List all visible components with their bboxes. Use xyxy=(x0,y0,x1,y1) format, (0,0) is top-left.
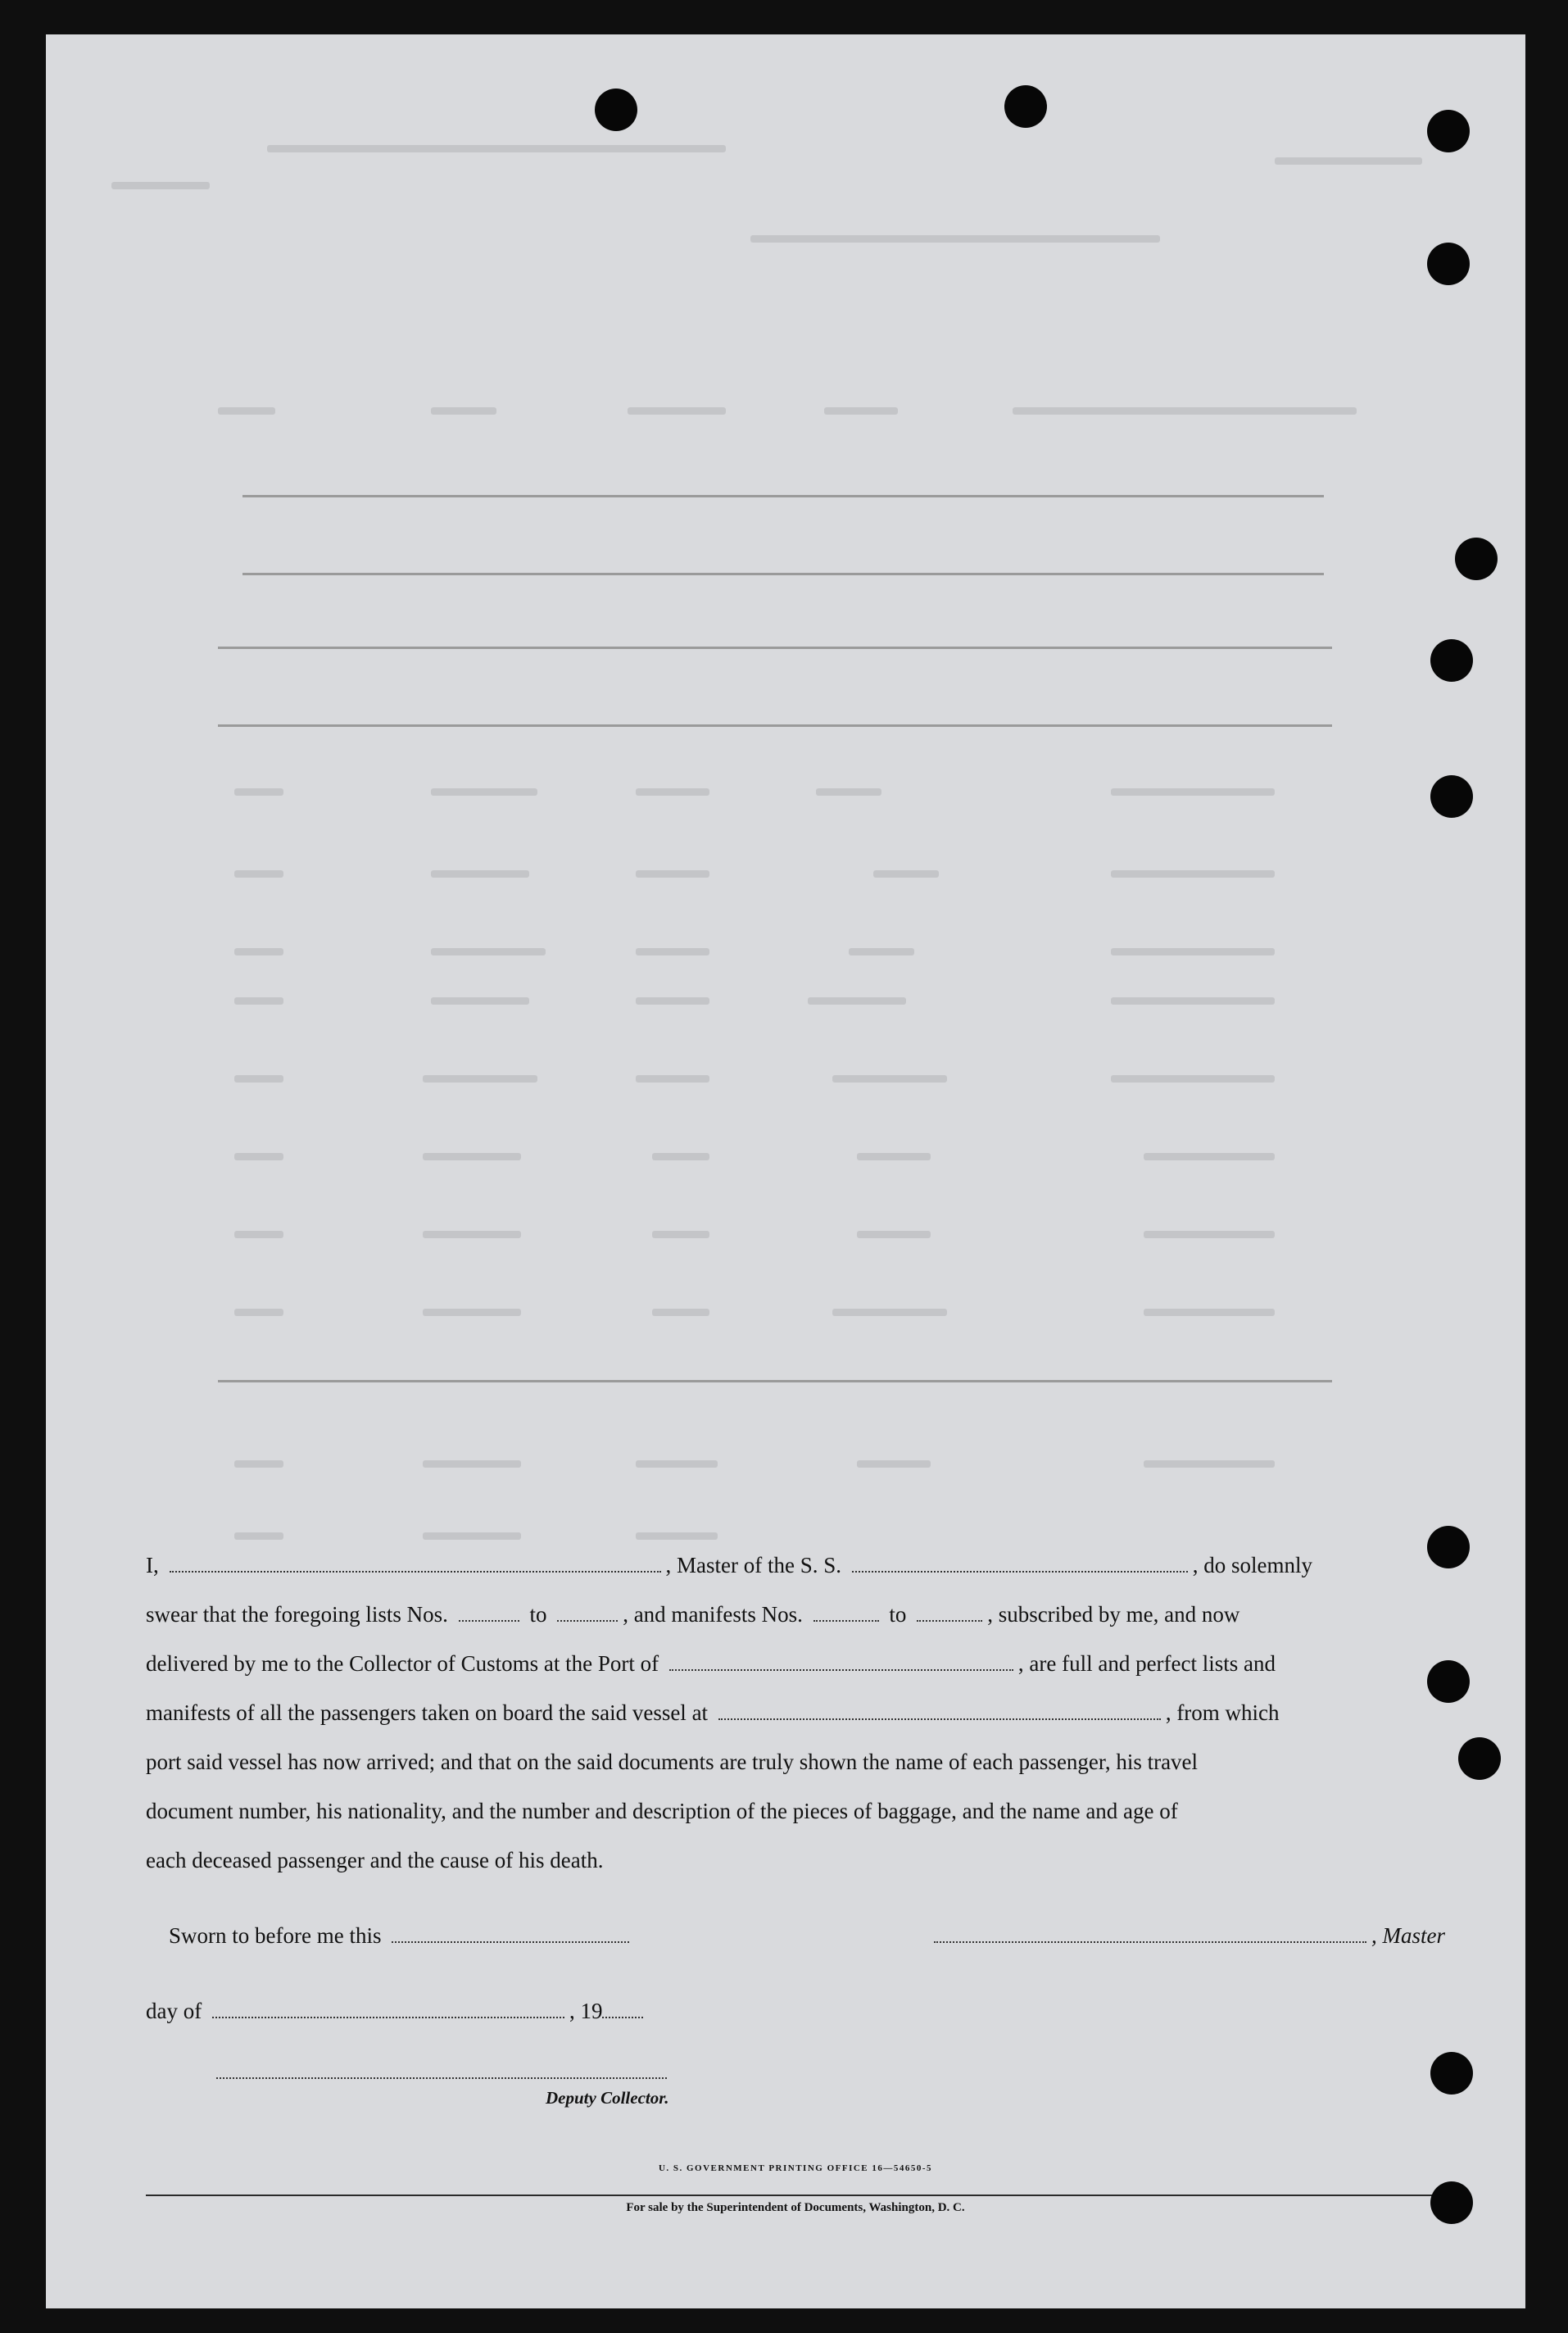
oath-to-2: to xyxy=(889,1602,907,1627)
lists-to-field[interactable] xyxy=(557,1602,618,1622)
oath-from-which: , from which xyxy=(1165,1700,1280,1725)
year-label: , 19 xyxy=(569,1999,603,2023)
deputy-label-line xyxy=(146,2083,1445,2113)
vessel-name-field[interactable] xyxy=(852,1553,1188,1573)
oath-master-of: , Master of the S. S. xyxy=(665,1553,841,1577)
manifests-to-field[interactable] xyxy=(917,1602,982,1622)
binder-hole xyxy=(1427,1526,1470,1568)
binder-hole xyxy=(1430,775,1473,818)
oath-text-6: document number, his nationality, and the number and description of the pieces of baggage, and the name and age of xyxy=(146,1799,1178,1823)
deputy-line xyxy=(146,2057,1445,2086)
oath-lists-nos: swear that the foregoing lists Nos. xyxy=(146,1602,448,1627)
strike-line xyxy=(242,495,1324,497)
oath-i: I, xyxy=(146,1553,159,1577)
binder-hole xyxy=(595,89,637,131)
gpo-text: U. S. GOVERNMENT PRINTING OFFICE 16—54650-5 xyxy=(658,2163,933,2173)
footer-rule xyxy=(146,2195,1445,2196)
port-field[interactable] xyxy=(669,1651,1013,1671)
manifests-from-field[interactable] xyxy=(813,1602,879,1622)
binder-hole xyxy=(1004,85,1047,128)
sworn-date-field[interactable] xyxy=(392,1923,629,1943)
oath-line-5 xyxy=(146,1747,1445,1777)
binder-hole xyxy=(1427,243,1470,285)
lists-from-field[interactable] xyxy=(459,1602,519,1622)
sworn-line xyxy=(146,1921,1445,1950)
oath-text-5: port said vessel has now arrived; and that on the said documents are truly shown the name of each passenger, his travel xyxy=(146,1750,1199,1774)
sworn-label: Sworn to before me this xyxy=(169,1923,382,1948)
strike-line xyxy=(218,647,1332,649)
binder-hole xyxy=(1430,639,1473,682)
strike-line xyxy=(218,724,1332,727)
strike-line xyxy=(218,1380,1332,1382)
oath-collector: delivered by me to the Collector of Customs at the Port of xyxy=(146,1651,659,1676)
year-field[interactable] xyxy=(602,1999,643,2018)
embark-port-field[interactable] xyxy=(718,1700,1161,1720)
binder-hole xyxy=(1458,1737,1501,1780)
oath-solemnly: , do solemnly xyxy=(1192,1553,1312,1577)
master-label: , Master xyxy=(1371,1923,1445,1948)
oath-line-6 xyxy=(146,1796,1445,1826)
sale-text: For sale by the Superintendent of Documents, Washington, D. C. xyxy=(626,2201,965,2214)
deputy-collector-label: Deputy Collector. xyxy=(546,2088,669,2108)
binder-hole xyxy=(1455,538,1498,580)
binder-hole xyxy=(1430,2052,1473,2095)
oath-subscribed: , subscribed by me, and now xyxy=(987,1602,1240,1627)
oath-line-2 xyxy=(146,1600,1445,1629)
binder-hole xyxy=(1430,2181,1473,2224)
day-line xyxy=(146,1996,1445,2026)
binder-hole xyxy=(1427,110,1470,152)
oath-full-perfect: , are full and perfect lists and xyxy=(1017,1651,1276,1676)
oath-manifests-of-all: manifests of all the passengers taken on board the said vessel at xyxy=(146,1700,709,1725)
day-of-label: day of xyxy=(146,1999,202,2023)
form-sheet xyxy=(46,34,1525,2308)
binder-hole xyxy=(1427,1660,1470,1703)
day-of-field[interactable] xyxy=(212,1999,564,2018)
bleed-through-area xyxy=(46,34,1525,1591)
oath-line-1 xyxy=(146,1550,1445,1580)
oath-text-7: each deceased passenger and the cause of his death. xyxy=(146,1848,604,1872)
oath-manifests-nos: , and manifests Nos. xyxy=(623,1602,803,1627)
strike-line xyxy=(242,573,1324,575)
oath-line-7 xyxy=(146,1845,1445,1875)
footer-sale-line xyxy=(146,2201,1445,2215)
master-signature-field[interactable] xyxy=(934,1923,1366,1943)
oath-line-3 xyxy=(146,1649,1445,1678)
gpo-line xyxy=(146,2154,1445,2183)
oath-line-4 xyxy=(146,1698,1445,1727)
master-name-field[interactable] xyxy=(170,1553,661,1573)
deputy-signature-field[interactable] xyxy=(216,2059,667,2079)
oath-to-1: to xyxy=(529,1602,547,1627)
